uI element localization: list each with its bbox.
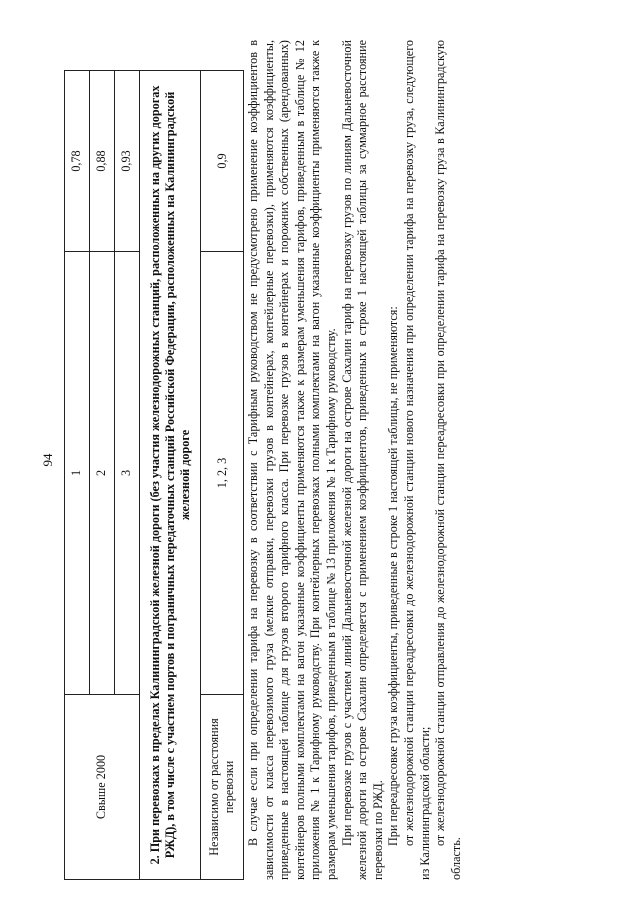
section-heading: 2. При перевозках в пределах Калининградской железной дороги (без участия железнодорожных станций, расположенных на других дорогах РЖД), в том числе с участием портов и пограничных передаточных станций Российской Федерации, расположенных на Калининградской железной дороге [140, 71, 201, 880]
table-row [65, 71, 90, 880]
rotated-content [64, 40, 624, 880]
class-cell: 1, 2, 3 [201, 252, 244, 695]
paragraph: При переадресовке груза коэффициенты, приведенные в строке 1 настоящей таблицы, не применяются: [386, 306, 401, 846]
coefficient-cell: 0,93 [115, 71, 140, 252]
class-cell: 3 [115, 252, 140, 695]
distance-cell: Свыше 2000 [65, 695, 140, 880]
table-row [140, 71, 201, 880]
tariff-table [64, 70, 244, 880]
class-cell: 2 [90, 252, 115, 695]
paragraph: В случае если при определении тарифа на перевозку в соответствии с Тарифным руководством не предусмотрено применение коэффициентов в зависимости от класса перевозимого груза (мелкие отправки, перевозки грузов в контейнерах, контейлерные перевозки), применяются коэффициенты, приведенные в настоящей таблице для грузов второго тарифного класса. При перевозке грузов в контейнерах и порожних собственных (арендованных) контейнеров полными комплектами на вагон указанные коэффициенты применяются также к размерам уменьшения тарифов, приведенным в таблице № 12 приложения № 1 к Тарифному руководству. При контейлерных перевозках полными комплектами на вагон указанные коэффициенты применяются также к размерам уменьшения тарифов, приведенным в таблице № 13 приложения № 1 к Тарифному руководству. [246, 40, 338, 880]
coefficient-cell: 0,78 [65, 71, 90, 252]
coefficient-cell: 0,88 [90, 71, 115, 252]
paragraph: от железнодорожной станции переадресовки до железнодорожной станции нового назначения при определении тарифа на перевозку груза, следующего из Калининградской области; [401, 40, 432, 880]
distance-cell: Независимо от расстояния перевозки [201, 695, 244, 880]
class-cell: 1 [65, 252, 90, 695]
table-row [201, 71, 244, 880]
coefficient-cell: 0,9 [201, 71, 244, 252]
paragraph: При перевозке грузов с участием линий Дальневосточной железной дороги на острове Сахалин тариф на перевозку грузов по линиям Дальневосточной железной дороги на острове Сахалин определяется с применением коэффициентов, приведенных в строке 1 настоящей таблицы за суммарное расстояние перевозки по РЖД. [339, 40, 385, 880]
body-text [246, 40, 464, 880]
page-number: 94 [40, 453, 55, 467]
paragraph: от железнодорожной станции отправления до железнодорожной станции переадресовки при определении тарифа на перевозку груза в Калининградскую область. [433, 40, 463, 880]
